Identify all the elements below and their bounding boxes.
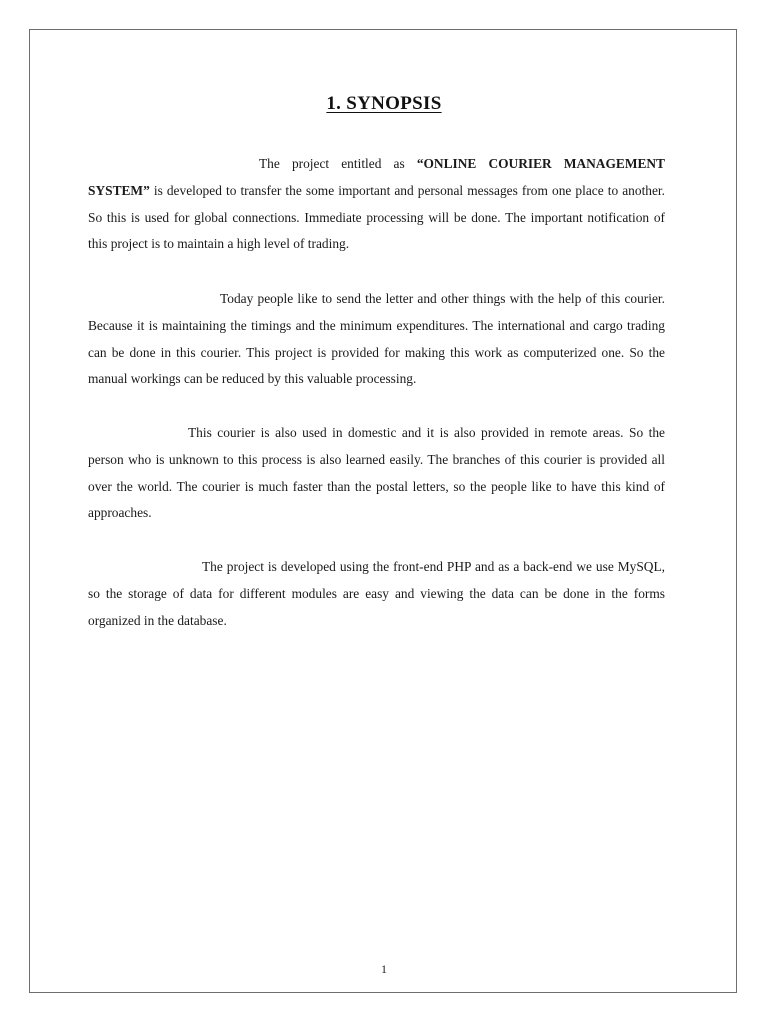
page-number: 1	[381, 962, 387, 976]
paragraph-3: This courier is also used in domestic and it is also provided in remote areas. So the person who is unknown to this process is also learned easily. The branches of this courier is provided all over the world. The courier is much faster than the postal letters, so the people like to have this kind of approaches.	[88, 425, 665, 521]
paragraph-2: Today people like to send the letter and other things with the help of this courier. Because it is maintaining the timings and the minimum expenditures. The international and cargo trading can be done in this courier. This project is provided for making this work as computerized one. So the manual workings can be reduced by this valuable processing.	[88, 291, 665, 387]
paragraph-1-body: is developed to transfer the some important and personal messages from one place to another. So this is used for global connections. Immediate processing will be done. The important notification of this project is to maintain a high level of trading.	[88, 182, 665, 252]
project-title-emphasis: “ONLINE COURIER MANAGEMENT SYSTEM”	[88, 156, 665, 198]
paragraph-1	[88, 151, 665, 258]
paragraph-4: The project is developed using the front-end PHP and as a back-end we use MySQL, so the storage of data for different modules are easy and viewing the data can be done in the forms organized in the database.	[88, 559, 665, 628]
section-heading: 1. SYNOPSIS	[326, 93, 442, 114]
paragraph-1-intro: The project entitled as	[259, 156, 417, 171]
